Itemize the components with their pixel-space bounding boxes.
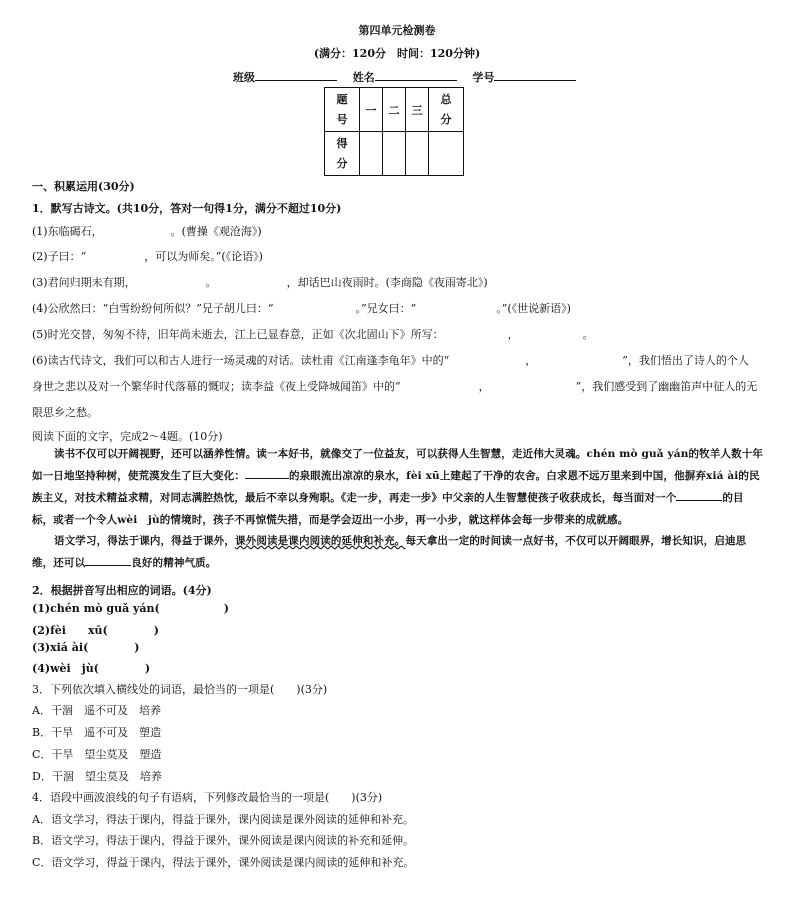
reading-paragraph-1: 读书不仅可以开阔视野，还可以涵养性情。读一本好书，就像交了一位益友，可以获得人生智慧，走近伟大灵魂。chén mò guǎ yán的牧羊人数十年如一日地坚持种树，使荒漠发生了巨大变化： 的泉眼流出凉凉的泉水，fèi xū上建起了干净的农舍。白求恩不远万里来到中国，他摒弃xiá ài的民族主义，对技术精益求精，对同志满腔热忱，最后不幸以身殉职。《走一步，再走一步》中父亲的人生智慧使孩子收获成长，每当面对一个 的目标，或者一个令人wèi jù的情境时，孩子不再惊慌失措，而是学会迈出一小步，再一小步，就这样体会每一步带来的成就感。 bbox=[32, 448, 764, 526]
class-blank[interactable] bbox=[255, 68, 337, 81]
exam-subtitle: (满分：120分 时间：120分钟) bbox=[313, 47, 481, 60]
q3-option-a[interactable]: A．干涸 遥不可及 培养 bbox=[32, 704, 161, 717]
name-label: 姓名 bbox=[352, 71, 375, 84]
q3-option-b[interactable]: B．干旱 遥不可及 塑造 bbox=[32, 726, 162, 739]
score-input-cell[interactable] bbox=[383, 132, 406, 176]
q3-option-d[interactable]: D．干涸 望尘莫及 培养 bbox=[32, 770, 162, 783]
q2-item-2: (2)fèi xū( ) bbox=[32, 624, 159, 637]
q2-item-4: (4)wèi jù( ) bbox=[32, 662, 151, 675]
question-3-stem: 3．下列依次填入横线处的词语，最恰当的一项是( )(3分) bbox=[32, 683, 328, 696]
q1-item-6-line2: 身世之悲以及对一个繁华时代落幕的慨叹；读李益《夜上受降城闻笛》中的“ ， ”，我们感受到了幽幽笛声中征人的无 bbox=[32, 380, 758, 393]
q4-option-b[interactable]: B．语文学习，得法于课内，得益于课外，课外阅读是课内阅读的补充和延伸。 bbox=[32, 834, 415, 847]
score-input-cell[interactable] bbox=[360, 132, 383, 176]
score-input-cell[interactable] bbox=[429, 132, 464, 176]
section-title: 一、积累运用(30分) bbox=[32, 180, 135, 193]
q1-item-3: (3)君问归期未有期， 。 ，却话巴山夜雨时。(李商隐《夜雨寄北》) bbox=[32, 276, 488, 289]
question-2-stem: 2．根据拼音写出相应的词语。(4分) bbox=[32, 584, 212, 597]
q2-item-1: (1)chén mò guǎ yán( ) bbox=[32, 602, 229, 615]
reading-intro: 阅读下面的文字，完成2～4题。(10分) bbox=[32, 430, 223, 443]
q2-item-3: (3)xiá ài( ) bbox=[32, 641, 140, 654]
reading-blank-2[interactable] bbox=[676, 500, 722, 501]
reading-paragraph-2: 语文学习，得法于课内，得益于课外，课外阅读是课内阅读的延伸和补充。每天拿出一定的时间读一点好书，不仅可以开阔眼界，增长知识，启迪思维，还可以 良好的精神气质。 bbox=[32, 535, 747, 569]
q1-item-6-line3: 限思乡之愁。 bbox=[32, 406, 98, 419]
q3-option-c[interactable]: C．干旱 望尘莫及 塑造 bbox=[32, 748, 162, 761]
class-label: 班级 bbox=[233, 71, 255, 84]
score-table-cell: 题号 bbox=[325, 88, 360, 132]
question-1-stem: 1．默写古诗文。(共10分，答对一句得1分，满分不超过10分) bbox=[32, 202, 342, 215]
q1-item-2: (2)子曰：“ ，可以为师矣。”(《论语》) bbox=[32, 250, 263, 263]
score-table-cell: 总分 bbox=[429, 88, 464, 132]
wavy-underlined-sentence: 课外阅读是课内阅读的延伸和补充。 bbox=[235, 535, 406, 547]
question-4-stem: 4．语段中画波浪线的句子有语病，下列修改最恰当的一项是( )(3分) bbox=[32, 791, 383, 804]
id-label: 学号 bbox=[472, 71, 495, 84]
reading-blank-3[interactable] bbox=[85, 565, 131, 566]
name-blank[interactable] bbox=[375, 68, 457, 81]
q1-item-1: (1)东临碣石， 。(曹操《观沧海》) bbox=[32, 225, 262, 238]
q1-item-4: (4)公欣然曰：“白雪纷纷何所似？”兄子胡儿曰：“ 。”兄女曰：“ 。”(《世说新语》) bbox=[32, 302, 571, 315]
score-table-cell: 一 bbox=[360, 88, 383, 132]
exam-title: 第四单元检测卷 bbox=[358, 24, 436, 37]
score-input-cell[interactable] bbox=[406, 132, 429, 176]
q1-item-6-line1: (6)读古代诗文，我们可以和古人进行一场灵魂的对话。读杜甫《江南逢李龟年》中的“ ， ”，我们悟出了诗人的个人 bbox=[32, 354, 749, 367]
score-table-score-row bbox=[325, 132, 464, 176]
score-table-cell: 三 bbox=[406, 88, 429, 132]
score-table-cell: 得分 bbox=[325, 132, 360, 176]
q4-option-c[interactable]: C．语文学习，得益于课内，得法于课外，课外阅读是课内阅读的延伸和补充。 bbox=[32, 856, 415, 869]
id-blank[interactable] bbox=[494, 68, 576, 81]
score-table-header-row bbox=[325, 88, 464, 132]
student-info-row bbox=[233, 68, 576, 85]
reading-blank-1[interactable] bbox=[245, 478, 289, 479]
score-table bbox=[324, 87, 464, 176]
q1-item-5: (5)时光交替，匆匆不待，旧年尚未逝去，江上已显春意，正如《次北固山下》所写： ， 。 bbox=[32, 328, 594, 341]
q4-option-a[interactable]: A．语文学习，得法于课内，得益于课外，课内阅读是课外阅读的延伸和补充。 bbox=[32, 813, 414, 826]
score-table-cell: 二 bbox=[383, 88, 406, 132]
